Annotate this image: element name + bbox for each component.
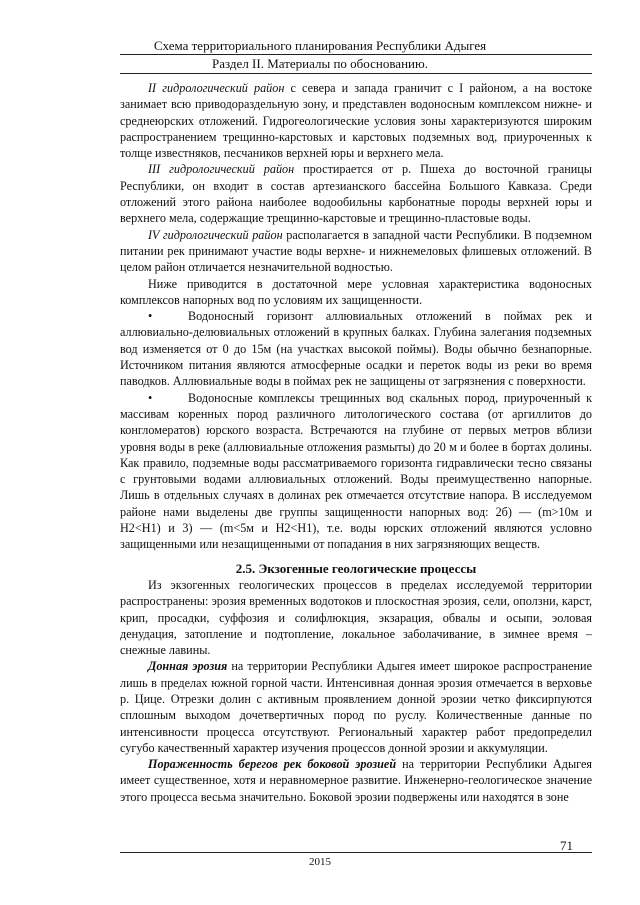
district-4-text: располагается в западной части Республики. В подземном питании рек принимают участие воды верхне- и нижнемеловых флишевых отложений. В целом район отличается незначительной водностью. (120, 227, 593, 275)
footer-year: 2015 (309, 856, 331, 868)
bullet-icon: • (148, 390, 153, 405)
bullet-icon: • (148, 309, 153, 324)
section-title: 2.5. Экзогенные геологические процессы (235, 560, 477, 576)
paragraph-bottom-erosion (120, 658, 592, 756)
footer-divider (120, 852, 592, 853)
bottom-erosion-label: Донная эрозия (148, 659, 228, 674)
page-body (120, 80, 592, 805)
page-number: 71 (560, 838, 573, 853)
header-divider (120, 54, 592, 55)
bullet-item-fractured (120, 390, 592, 553)
lateral-erosion-text: на территории Республики Адыгея имеет существенное, хотя и неравномерное развитие. Инженерно-геологическое значение этого процесса весьма значительно. Боковой эрозии подвержены или находятся в зоне (120, 757, 592, 804)
paragraph-lateral-erosion (120, 756, 592, 805)
bullet-item-alluvial (120, 308, 592, 389)
bullet-alluvial-text: Водоносный горизонт аллювиальных отложений в поймах рек и аллювиально-делювиальных отложений в крупных балках. Глубина залегания подземных вод изменяется от 0 до 15м (на участках высокой поймы). Воды обычно безнапорные. Источником питания являются атмосферные осадки и переток воды из реки во время паводков. Аллювиальные воды в поймах рек не защищены от загрязнения с поверхности. (120, 309, 592, 389)
lateral-erosion-label: Пораженность берегов рек боковой эрозией (148, 757, 397, 772)
paragraph-district-4 (120, 227, 592, 276)
bottom-erosion-text: на территории Республики Адыгея имеет широкое распространение лишь в пределах южной горной части. Интенсивная донная эрозия отмечается в верховье р. Цице. Отрезки долин с активным проявлением донной эрозии четко фиксирпуются сплошным выходом дочетвертичных пород по руслу. Количественные данные по интенсивности процесса отсутствуют. Региональный характер работ предопределил сугубо качественный характер изучения процессов донной эрозии и аккумуляции. (120, 659, 592, 755)
paragraph-intro-aquifers: Ниже приводится в достаточной мере условная характеристика водоносных комплексов напорных вод по условиям их защищенности. (120, 276, 592, 307)
paragraph-district-3 (120, 161, 592, 226)
document-header-subtitle: Раздел II. Материалы по обоснованию. (212, 56, 428, 71)
district-2-label: II гидрологический район (148, 81, 285, 95)
district-3-text: простирается от р. Пшеха до восточной границы Республики, он входит в состав артезианского бассейна Большого Кавказа. Среди отложений этого района наиболее водообильны карбонатные породы верхней юры и верхнего мела, содержащие трещинно-карстовые и трещинно-пластовые воды. (120, 162, 592, 226)
header-divider-bottom (120, 73, 592, 74)
bullet-fractured-text: Водоносные комплексы трещинных вод скальных пород, приуроченный к массивам коренных пород различного литологического состава (от аргиллитов до конгломератов) юрского возраста. Встречаются на глубине от первых метров вблизи уровня воды в реке (аллювиальные отложения размыты) до 20 м и более в бортах долины. Как правило, подземные воды рассматриваемого горизонта гидравлически тесно связаны с грунтовыми водами аллювиальных отложений. Воды преимущественно напорные. Лишь в отдельных случаях в долинах рек отмечается отсутствие напора. В исследуемом районе нами выделены две группы защищенности напорных вод: 2б) — (m>10м и H2<H1) и 3) — (m<5м и H2<H1), т.е. воды юрских отложений являются условно защищенными или незащищенными от попадания в них загрязняющих веществ. (120, 390, 592, 552)
paragraph-district-2 (120, 80, 592, 161)
district-3-label: III гидрологический район (148, 162, 295, 177)
document-header-title: Схема территориального планирования Республики Адыгея (153, 38, 487, 53)
paragraph-exogenous: Из экзогенных геологических процессов в пределах исследуемой территории распространены: эрозия временных водотоков и плоскостная эрозия, сели, оползни, карст, крип, просадки, суффозия и солифлюкция, экзарация, обвалы и осыпи, эоловая денудация, затопление и подтопление, локальное заболачивание, в зимнее время – снежные лавины. (120, 577, 592, 658)
district-2-text: с севера и запада граничит с I районом, а на востоке занимает всю приводораздельную зону, и представлен водоносным комплексом нижне- и среднеюрских отложений. Гидрогеологические условия зоны характеризуются широким распространением трещинно-карстовых и карстовых подземных вод, приуроченных к толще известняков, песчаников верхней юры и верхнего мела. (120, 81, 592, 161)
district-4-label: IV гидрологический район (148, 227, 283, 242)
